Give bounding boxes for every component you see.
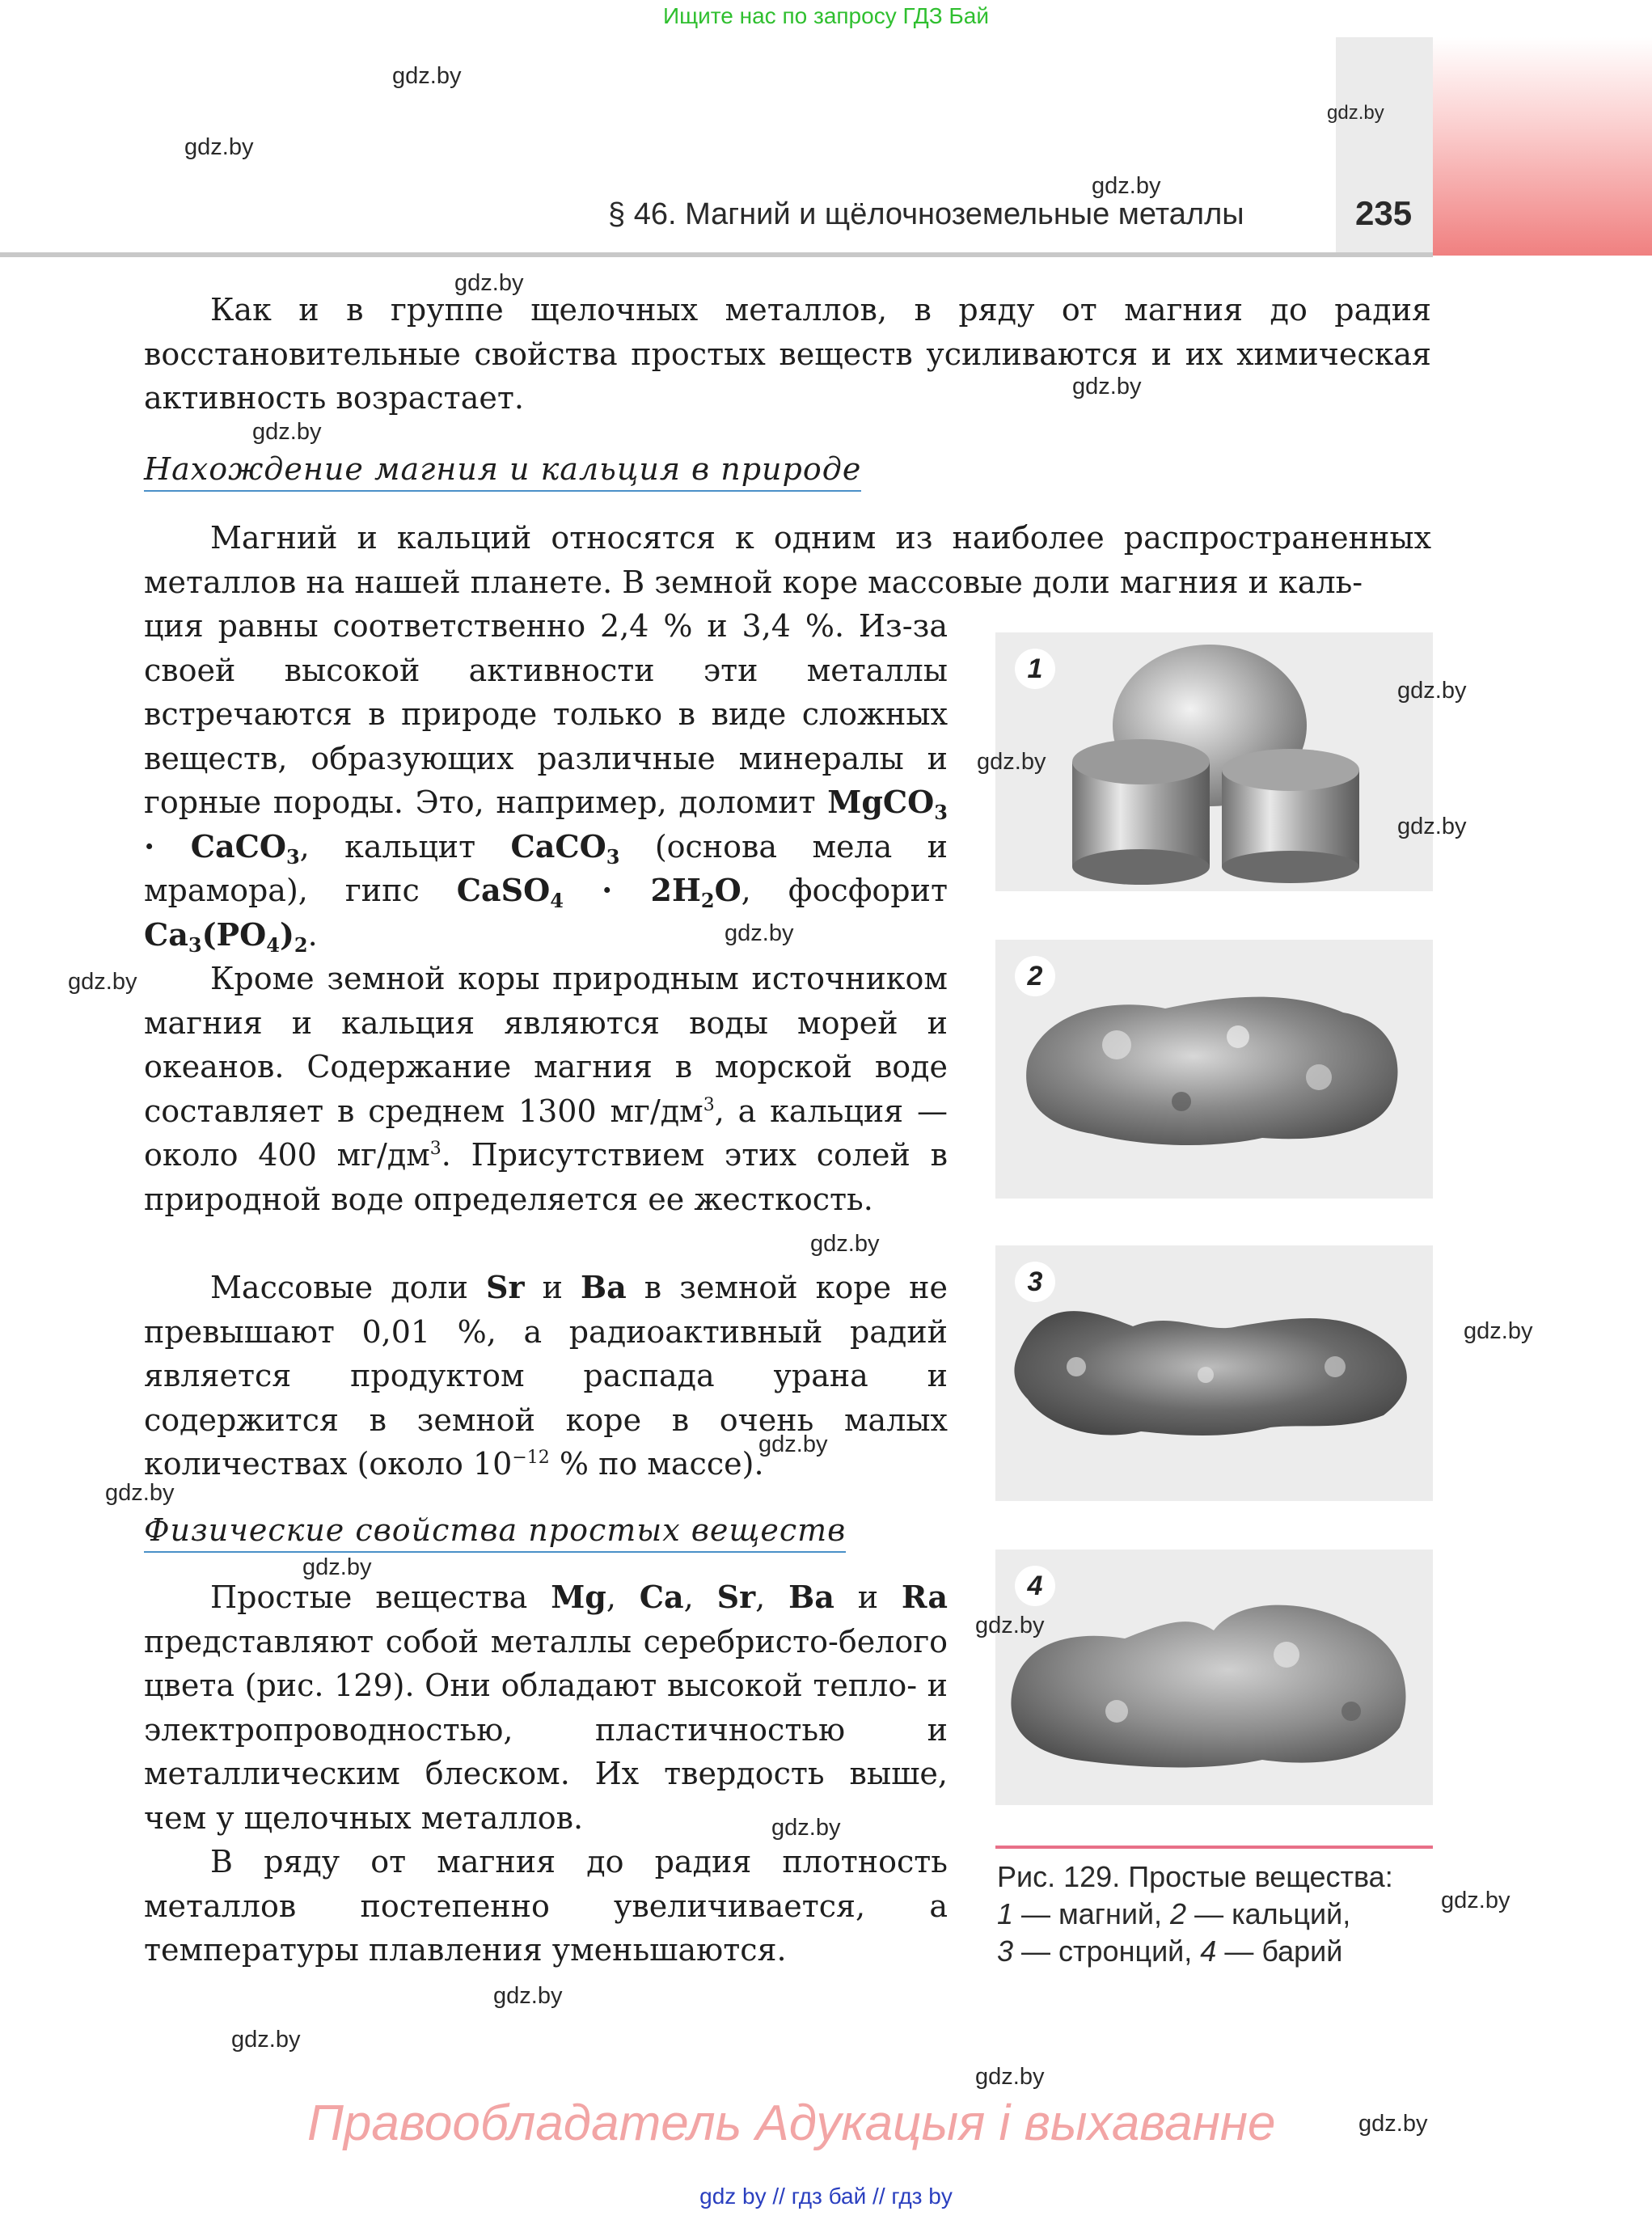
header-divider	[0, 252, 1433, 257]
watermark: gdz.by	[252, 419, 322, 445]
magnesium-cylinders-image	[995, 632, 1433, 891]
watermark: gdz.by	[771, 1815, 841, 1841]
figure-caption	[997, 1858, 1450, 1970]
element-ba: Ba	[580, 1269, 627, 1305]
watermark: gdz.by	[1072, 374, 1142, 400]
section-heading-occurrence: Нахождение магния и кальция в природе	[144, 451, 861, 492]
photo-barium	[995, 1550, 1433, 1805]
watermark: gdz.by	[68, 969, 137, 995]
element-ra: Ra	[901, 1579, 948, 1615]
figure-label-1: 1	[1015, 649, 1055, 689]
watermark: gdz.by	[975, 1613, 1045, 1638]
calcium-pieces-image	[995, 940, 1433, 1199]
watermark: gdz.by	[1358, 2111, 1428, 2137]
watermark: gdz.by	[454, 270, 524, 296]
caption-rule	[995, 1846, 1433, 1849]
figure-label-3: 3	[1015, 1262, 1055, 1302]
header-color-strip	[1433, 37, 1652, 256]
section-header-title: § 46. Магний и щёлочноземельные металлы	[608, 197, 1244, 231]
element-ba: Ba	[788, 1579, 834, 1615]
watermark: gdz.by	[977, 749, 1046, 775]
photo-magnesium	[995, 632, 1433, 891]
strontium-pieces-image	[995, 1245, 1433, 1501]
watermark: gdz.by	[184, 134, 254, 160]
watermark: gdz.by	[810, 1231, 880, 1257]
properties-paragraph-2: В ряду от магния до радия плотность металлов постепенно увеличивается, а температуры плавления уменьшаются.	[144, 1844, 948, 1968]
section-heading-physical-properties: Физические свойства простых веществ	[144, 1512, 846, 1553]
occurrence-paragraph-3: Массовые доли Sr и Ba в земной коре не превышают 0,01 %, а радиоактивный радий является продуктом распада урана и содержится в земной коре в очень малых количествах (около $10^{-12}$ % по массе).	[144, 1269, 948, 1482]
figure-label-4: 4	[1015, 1566, 1055, 1606]
caption-title: Рис. 129. Простые вещества:	[997, 1860, 1393, 1893]
watermark: gdz.by	[493, 1983, 563, 2009]
caption-line-2: 3 — стронций, 4 — барий	[997, 1934, 1343, 1968]
element-mg: Mg	[551, 1579, 606, 1615]
watermark: gdz.by	[105, 1480, 175, 1506]
occurrence-paragraph-2: Кроме земной коры природным источником магния и кальция являются воды морей и океанов. Содержание магния в морской воде составляет в среднем 1300 $мг/дм^3$, а кальция — около 400 $мг/дм^3$. Присутствием этих солей в природной воде определяется ее жесткость.	[144, 961, 948, 1217]
watermark: gdz.by	[1092, 173, 1161, 199]
formula-phosphorite: $Ca_3(PO_4)_2$	[144, 915, 308, 957]
watermark: gdz.by	[758, 1431, 828, 1457]
copyright-notice: Правообладатель Адукацыя і выхаванне	[307, 2095, 1276, 2151]
barium-pieces-image	[995, 1550, 1433, 1805]
watermark: gdz.by	[1397, 678, 1467, 704]
figure-label-2: 2	[1015, 956, 1055, 996]
watermark: gdz.by	[231, 2027, 301, 2053]
watermark: gdz.by	[1441, 1888, 1510, 1913]
watermark: gdz.by	[975, 2064, 1045, 2090]
text-span: , фосфорит	[741, 873, 948, 908]
caption-line-1: 1 — магний, 2 — кальций,	[997, 1897, 1351, 1930]
intro-paragraph: Как и в группе щелочных металлов, в ряду от магния до радия восстановительные свойства простых веществ усиливаются и их химическая активность возрастает.	[144, 292, 1431, 416]
text-span: , кальцит	[299, 828, 511, 865]
properties-paragraph-1: Простые вещества Mg, Ca, Sr, Ba и Ra представляют собой металлы серебристо-белого цвета (рис. 129). Они обладают высокой тепло- и электропроводностью, пластичностью и металлическим блеском. Их твердость выше, чем у щелочных металлов.	[144, 1579, 948, 1836]
watermark: gdz.by	[1327, 102, 1384, 124]
footer-links[interactable]: gdz by // гдз бай // гдз by	[699, 2184, 953, 2209]
watermark: gdz.by	[1464, 1318, 1533, 1344]
element-ca: Ca	[639, 1579, 684, 1615]
photo-calcium	[995, 940, 1433, 1199]
watermark: gdz.by	[392, 63, 462, 89]
page-number: 235	[1355, 194, 1413, 232]
text-span: ция равны соответственно 2,4 % и 3,4 %. Из-за своей высокой активности эти металлы встречаются в природе только в виде сложных веществ, образующих различные минералы и горные породы. Это, например, доломит	[144, 608, 948, 820]
formula-gypsum: CaSO$_4$ · $2H_2O$	[456, 872, 741, 912]
text-span: (основа мела и мрамора), гипс	[144, 828, 948, 908]
watermark: gdz.by	[1397, 814, 1467, 839]
watermark: gdz.by	[302, 1554, 372, 1580]
formula-dolomite: MgCO$_3$ · CaCO$_3$	[144, 784, 948, 869]
watermark: gdz.by	[725, 920, 794, 946]
formula-calcite: CaCO$_3$	[510, 827, 620, 869]
top-banner[interactable]: Ищите нас по запросу ГДЗ Бай	[662, 3, 990, 28]
element-sr: Sr	[716, 1579, 756, 1615]
occurrence-paragraph-1-continued: ция равны соответственно 2,4 % и 3,4 %. Из-за своей высокой активности эти металлы встречаются в природе только в виде сложных веществ, образующих различные минералы и горные породы. Это, например, доломит MgCO$_3$ · CaCO$_3$, кальцит CaCO$_3$ (основа мела и мрамора), гипс CaSO$_4$ · $2H_2O$, фосфорит $Ca_3(PO_4)_2$.	[144, 608, 948, 957]
photo-strontium	[995, 1245, 1433, 1501]
occurrence-paragraph-1: Магний и кальций относятся к одним из наиболее распространенных металлов на нашей планете. В земной коре массовые доли магния и каль-	[144, 520, 1431, 600]
element-sr: Sr	[486, 1269, 525, 1305]
